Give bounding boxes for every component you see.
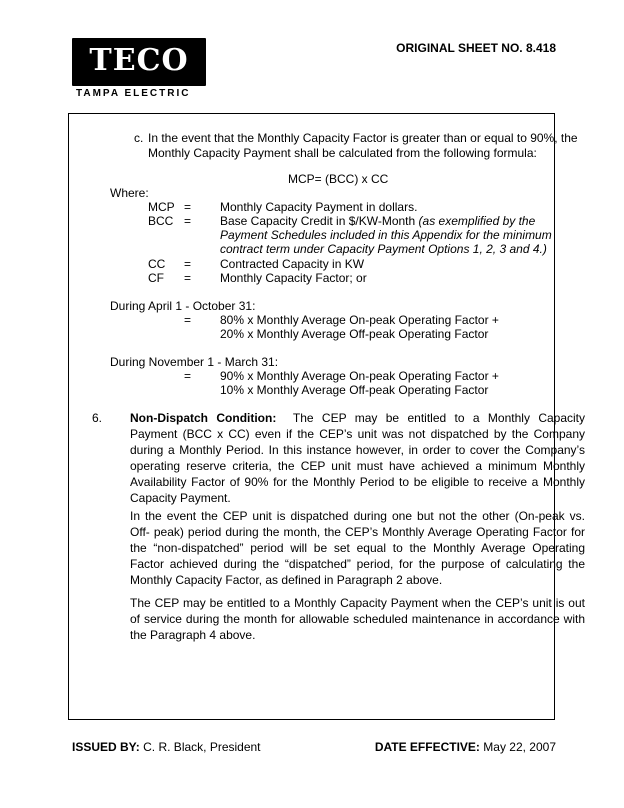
def-term-mcp: MCP xyxy=(148,200,175,214)
item-c-label: c. xyxy=(134,131,144,145)
def-text-bcc-italic2: Payment Schedules included in this Appendix for the minimum xyxy=(220,228,552,242)
def-term-cf: CF xyxy=(148,271,164,285)
p3-last-line: the Paragraph 4 above. xyxy=(130,628,256,642)
section-number: 6. xyxy=(92,411,103,425)
logo-badge xyxy=(72,38,206,86)
def-text-bcc-italic: (as exemplified by the xyxy=(418,214,536,228)
section6-paragraph2 xyxy=(130,508,585,588)
p2-line: Factor achieved during the “dispatched” period, for the purpose of calculating the xyxy=(130,557,585,571)
logo-subtitle: TAMPA ELECTRIC xyxy=(76,88,191,99)
p2-last-line: Monthly Capacity Factor, as defined in Paragraph 2 above. xyxy=(130,573,443,587)
issued-by-value: C. R. Black, President xyxy=(143,740,261,754)
p1-first-line xyxy=(130,410,585,426)
period1-line1: 80% x Monthly Average On-peak Operating Factor + xyxy=(220,313,499,327)
p1-line: operating reserve criteria, the CEP unit must have achieved a minimum Monthly xyxy=(130,459,585,473)
date-effective-value: May 22, 2007 xyxy=(483,740,556,754)
def-text-mcp: Monthly Capacity Payment in dollars. xyxy=(220,200,418,214)
def-eq-cc: = xyxy=(184,257,192,271)
p1-line: Payment (BCC x CC) even if the CEP’s unit was not dispatched by the Company xyxy=(130,427,585,441)
p2-line: In the event the CEP unit is dispatched during one but not the other (On-peak vs. xyxy=(130,509,585,523)
p2-line: the “non-dispatched” period will be set equal to the Monthly Average Operating xyxy=(130,541,585,555)
def-eq-cf: = xyxy=(184,271,192,285)
section-heading: Non-Dispatch Condition: xyxy=(130,411,277,425)
def-text-bcc-italic3: contract term under Capacity Payment Options 1, 2, 3 and 4.) xyxy=(220,242,547,256)
p1-line: Availability Factor of 90% for the Monthly Period to be eligible to receive a Monthly xyxy=(130,475,585,489)
period2-line2: 10% x Monthly Average Off-peak Operating Factor xyxy=(220,383,489,397)
period1-eq: = xyxy=(184,313,192,327)
p1-first-text: The CEP may be entitled to a Monthly Capacity xyxy=(292,411,586,425)
def-text-bcc-main: Base Capacity Credit in $/KW-Month xyxy=(220,214,416,228)
footer-date-effective xyxy=(375,740,556,754)
section6-paragraph3 xyxy=(130,595,585,643)
def-eq-mcp: = xyxy=(184,200,192,214)
p1-line: during a Monthly Period. In this instance however, in order to cover the Company’s xyxy=(130,443,585,457)
period2-label: During November 1 - March 31: xyxy=(110,355,279,369)
p3-line: of service during the month for allowable scheduled maintenance in accordance with xyxy=(130,612,585,626)
teco-logo xyxy=(72,38,218,100)
period2-line1: 90% x Monthly Average On-peak Operating Factor + xyxy=(220,369,499,383)
def-text-bcc xyxy=(220,214,535,229)
section6-paragraph1 xyxy=(130,410,585,506)
sheet-number: ORIGINAL SHEET NO. 8.418 xyxy=(396,41,556,55)
footer-issued-by xyxy=(72,740,261,754)
formula: MCP= (BCC) x CC xyxy=(288,172,389,186)
p3-line: The CEP may be entitled to a Monthly Capacity Payment when the CEP’s unit is out xyxy=(130,596,585,610)
item-c-line2: Monthly Capacity Payment shall be calculated from the following formula: xyxy=(148,146,537,160)
def-eq-bcc: = xyxy=(184,214,192,228)
date-effective-label: DATE EFFECTIVE: xyxy=(374,740,480,754)
def-term-bcc: BCC xyxy=(148,214,174,228)
period1-label: During April 1 - October 31: xyxy=(110,299,256,313)
period1-line2: 20% x Monthly Average Off-peak Operating Factor xyxy=(220,327,489,341)
p1-last-line: Capacity Payment. xyxy=(130,491,231,505)
def-text-cf: Monthly Capacity Factor; or xyxy=(220,271,367,285)
logo-wordmark: TECO xyxy=(89,43,189,78)
def-term-cc: CC xyxy=(148,257,166,271)
period2-eq: = xyxy=(184,369,192,383)
item-c-line1: In the event that the Monthly Capacity Factor is greater than or equal to 90%, the xyxy=(148,131,578,145)
p2-line: Off- peak) period during the month, the CEP’s Monthly Average Operating Factor for xyxy=(130,525,585,539)
where-label: Where: xyxy=(110,186,149,200)
issued-by-label: ISSUED BY: xyxy=(72,740,140,754)
def-text-cc: Contracted Capacity in KW xyxy=(220,257,365,271)
